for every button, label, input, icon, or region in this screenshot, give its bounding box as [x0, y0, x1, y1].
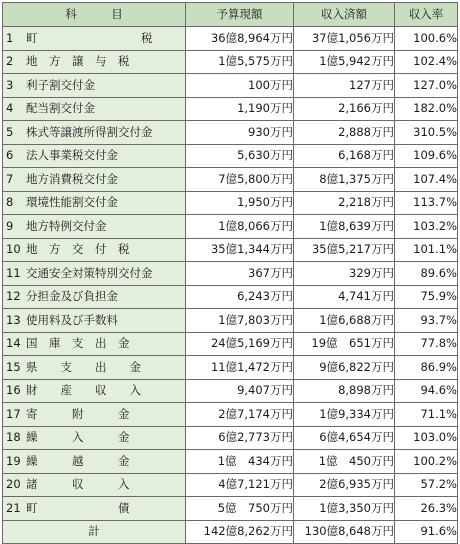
row-number: 11 [6, 265, 21, 280]
item-name: 寄 附 金 [26, 406, 130, 421]
budget-cell: 6億2,773万円 [186, 426, 294, 450]
budget-cell: 35億1,344万円 [186, 238, 294, 262]
row-number: 17 [6, 406, 21, 421]
budget-cell: 1,950万円 [186, 191, 294, 215]
budget-cell: 36億8,964万円 [186, 27, 294, 51]
row-number: 19 [6, 453, 21, 468]
table-row [3, 285, 458, 309]
row-number: 15 [6, 359, 21, 374]
row-number: 6 [6, 148, 14, 162]
item-name: 町 債 [26, 500, 130, 515]
item-cell [3, 309, 186, 333]
row-number: 8 [6, 195, 14, 209]
row-number: 13 [6, 312, 21, 327]
rate-cell: 103.0% [395, 426, 458, 450]
rate-cell: 103.2% [395, 215, 458, 239]
budget-cell: 1億8,066万円 [186, 215, 294, 239]
item-cell [3, 497, 186, 521]
received-cell: 1億 450万円 [294, 450, 395, 474]
received-cell: 1億9,334万円 [294, 403, 395, 427]
rate-cell: 71.1% [395, 403, 458, 427]
budget-cell: 930万円 [186, 121, 294, 145]
row-number: 2 [6, 54, 14, 68]
received-cell: 19億 651万円 [294, 332, 395, 356]
table-row [3, 238, 458, 262]
item-name: 地方特例交付金 [26, 218, 107, 233]
item-name: 株式等譲渡所得割交付金 [26, 124, 153, 139]
item-cell [3, 285, 186, 309]
row-number: 18 [6, 430, 21, 444]
rate-cell: 102.4% [395, 50, 458, 74]
item-cell [3, 450, 186, 474]
item-cell [3, 74, 186, 98]
item-cell [3, 356, 186, 380]
rate-cell: 113.7% [395, 191, 458, 215]
table-row [3, 403, 458, 427]
budget-cell: 6,243万円 [186, 285, 294, 309]
row-number: 9 [6, 218, 14, 233]
row-number: 12 [6, 289, 21, 303]
item-cell [3, 27, 186, 51]
row-number: 4 [6, 101, 14, 115]
received-cell: 9億6,822万円 [294, 356, 395, 380]
budget-cell: 1億5,575万円 [186, 50, 294, 74]
rate-cell: 182.0% [395, 97, 458, 121]
received-cell: 6億4,654万円 [294, 426, 395, 450]
table-row [3, 74, 458, 98]
table-row [3, 168, 458, 192]
rate-cell: 93.7% [395, 309, 458, 333]
budget-cell: 5億 750万円 [186, 497, 294, 521]
item-name: 財 産 収 入 [26, 383, 141, 397]
rate-cell: 89.6% [395, 262, 458, 286]
item-cell [3, 238, 186, 262]
received-cell: 2,218万円 [294, 191, 395, 215]
item-name: 交通安全対策特別交付金 [26, 265, 153, 280]
row-number: 3 [6, 77, 14, 92]
item-name: 町 税 [26, 30, 153, 45]
header-received: 収入済額 [294, 3, 395, 27]
table-row [3, 426, 458, 450]
budget-cell: 7億5,800万円 [186, 168, 294, 192]
item-name: 地方消費税交付金 [26, 171, 118, 186]
total-label: 計 [3, 520, 186, 544]
table-row [3, 356, 458, 380]
item-cell [3, 191, 186, 215]
budget-cell: 4億7,121万円 [186, 473, 294, 497]
budget-cell: 5,630万円 [186, 144, 294, 168]
received-cell: 1億3,350万円 [294, 497, 395, 521]
total-row [3, 520, 458, 544]
item-cell [3, 121, 186, 145]
row-number: 1 [6, 30, 14, 45]
budget-cell: 1,190万円 [186, 97, 294, 121]
received-cell: 329万円 [294, 262, 395, 286]
budget-cell: 24億5,169万円 [186, 332, 294, 356]
item-cell [3, 332, 186, 356]
row-number: 21 [6, 500, 21, 515]
rate-cell: 109.6% [395, 144, 458, 168]
table-row [3, 497, 458, 521]
item-cell [3, 144, 186, 168]
item-name: 繰 入 金 [26, 430, 130, 444]
row-number: 7 [6, 171, 14, 186]
item-name: 県 支 出 金 [26, 359, 141, 374]
item-cell [3, 473, 186, 497]
header-budget: 予算現額 [186, 3, 294, 27]
total-rate: 91.6% [395, 520, 458, 544]
received-cell: 2億6,935万円 [294, 473, 395, 497]
table-row [3, 191, 458, 215]
row-number: 16 [6, 383, 21, 397]
received-cell: 35億5,217万円 [294, 238, 395, 262]
item-name: 国 庫 支 出 金 [26, 336, 130, 350]
budget-cell: 1億7,803万円 [186, 309, 294, 333]
item-cell [3, 379, 186, 403]
table-row [3, 97, 458, 121]
item-name: 地 方 譲 与 税 [26, 54, 130, 68]
rate-cell: 101.1% [395, 238, 458, 262]
table-row [3, 473, 458, 497]
table-body [3, 27, 458, 521]
rate-cell: 86.9% [395, 356, 458, 380]
rate-cell: 127.0% [395, 74, 458, 98]
header-item: 科 目 [3, 3, 186, 27]
item-cell [3, 262, 186, 286]
item-name: 配当割交付金 [26, 101, 95, 115]
rate-cell: 100.6% [395, 27, 458, 51]
table-row [3, 332, 458, 356]
item-name: 環境性能割交付金 [26, 195, 118, 209]
received-cell: 1億6,688万円 [294, 309, 395, 333]
row-number: 10 [6, 242, 21, 256]
rate-cell: 57.2% [395, 473, 458, 497]
rate-cell: 107.4% [395, 168, 458, 192]
total-budget: 142億8,262万円 [186, 520, 294, 544]
received-cell: 8億1,375万円 [294, 168, 395, 192]
row-number: 5 [6, 124, 14, 139]
rate-cell: 94.6% [395, 379, 458, 403]
rate-cell: 26.3% [395, 497, 458, 521]
table-row [3, 121, 458, 145]
header-rate: 収入率 [395, 3, 458, 27]
item-cell [3, 426, 186, 450]
rate-cell: 75.9% [395, 285, 458, 309]
item-name: 使用料及び手数料 [26, 312, 118, 327]
received-cell: 1億8,639万円 [294, 215, 395, 239]
item-cell [3, 403, 186, 427]
received-cell: 2,166万円 [294, 97, 395, 121]
received-cell: 4,741万円 [294, 285, 395, 309]
budget-cell: 367万円 [186, 262, 294, 286]
total-received: 130億8,648万円 [294, 520, 395, 544]
rate-cell: 310.5% [395, 121, 458, 145]
budget-cell: 100万円 [186, 74, 294, 98]
item-cell [3, 97, 186, 121]
table-row [3, 27, 458, 51]
item-cell [3, 50, 186, 74]
budget-cell: 11億1,472万円 [186, 356, 294, 380]
row-number: 20 [6, 477, 21, 491]
item-name: 繰 越 金 [26, 453, 130, 468]
header-row [3, 3, 458, 27]
item-cell [3, 168, 186, 192]
received-cell: 2,888万円 [294, 121, 395, 145]
item-name: 法人事業税交付金 [26, 148, 118, 162]
item-cell [3, 215, 186, 239]
received-cell: 127万円 [294, 74, 395, 98]
table-row [3, 309, 458, 333]
item-name: 諸 収 入 [26, 477, 130, 491]
item-name: 利子割交付金 [26, 77, 95, 92]
table-row [3, 144, 458, 168]
budget-cell: 9,407万円 [186, 379, 294, 403]
received-cell: 8,898万円 [294, 379, 395, 403]
budget-cell: 2億7,174万円 [186, 403, 294, 427]
rate-cell: 100.2% [395, 450, 458, 474]
budget-cell: 1億 434万円 [186, 450, 294, 474]
item-name: 分担金及び負担金 [26, 289, 118, 303]
table-row [3, 262, 458, 286]
received-cell: 37億1,056万円 [294, 27, 395, 51]
table-row [3, 379, 458, 403]
item-name: 地 方 交 付 税 [26, 242, 130, 256]
received-cell: 1億5,942万円 [294, 50, 395, 74]
revenue-table [2, 2, 458, 544]
row-number: 14 [6, 336, 21, 350]
table-row [3, 450, 458, 474]
rate-cell: 77.8% [395, 332, 458, 356]
table-row [3, 50, 458, 74]
table-row [3, 215, 458, 239]
received-cell: 6,168万円 [294, 144, 395, 168]
